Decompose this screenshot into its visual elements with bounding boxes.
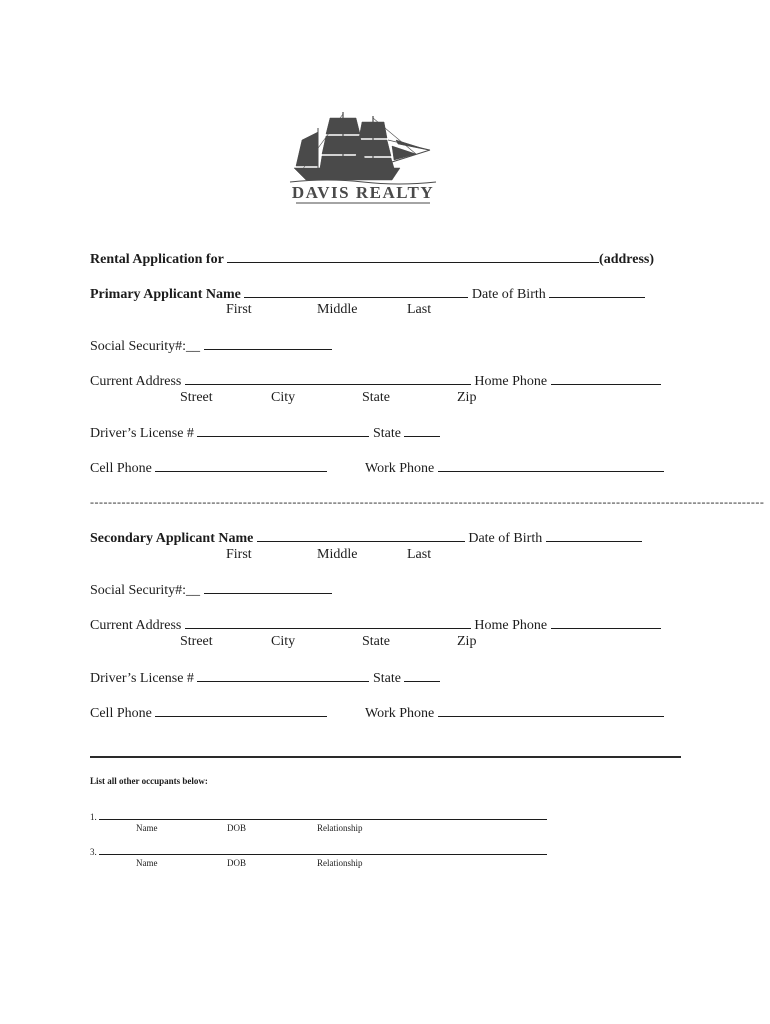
- primary-home-phone-label: Home Phone: [474, 374, 548, 389]
- rental-application-label: Rental Application for: [90, 252, 224, 267]
- secondary-home-phone-field[interactable]: [551, 615, 661, 629]
- secondary-address-label: Current Address: [90, 618, 182, 633]
- rental-address-field[interactable]: [227, 249, 599, 263]
- secondary-address-line: [90, 615, 661, 635]
- primary-cell-label: Cell Phone: [90, 461, 152, 476]
- primary-name-label: Primary Applicant Name: [90, 287, 241, 302]
- primary-state-field[interactable]: [404, 423, 440, 437]
- occupant-dob-sublabel: DOB: [227, 858, 247, 868]
- occupant-number: 3.: [90, 847, 97, 857]
- secondary-work-label: Work Phone: [365, 706, 435, 721]
- primary-state-sublabel: State: [362, 390, 390, 405]
- primary-address-label: Current Address: [90, 374, 182, 389]
- secondary-cell-field[interactable]: [155, 703, 327, 717]
- primary-ssn-line: [90, 336, 332, 356]
- secondary-ssn-line: [90, 580, 332, 600]
- occupants-heading: List all other occupants below:: [90, 776, 208, 786]
- primary-address-line: [90, 371, 661, 391]
- primary-middle-sublabel: Middle: [317, 302, 358, 317]
- secondary-dob-field[interactable]: [546, 528, 642, 542]
- address-suffix: (address): [599, 252, 654, 267]
- primary-work-label: Work Phone: [365, 461, 435, 476]
- occupant-dob-sublabel: DOB: [227, 823, 247, 833]
- primary-city-sublabel: City: [271, 390, 296, 405]
- secondary-cell-line: [90, 703, 327, 723]
- secondary-name-label: Secondary Applicant Name: [90, 531, 254, 546]
- primary-cell-field[interactable]: [155, 458, 327, 472]
- secondary-street-sublabel: Street: [180, 634, 213, 649]
- occupant-relationship-sublabel: Relationship: [317, 823, 363, 833]
- primary-state-label: State: [372, 426, 401, 441]
- secondary-address-field[interactable]: [185, 615, 471, 629]
- logo-brand-text: DAVIS REALTY: [291, 183, 435, 202]
- occupant-row-2: [90, 846, 547, 858]
- sailing-ship-icon: [288, 110, 438, 205]
- primary-license-line: [90, 423, 440, 443]
- secondary-first-sublabel: First: [226, 547, 252, 562]
- primary-license-label: Driver’s License #: [90, 426, 194, 441]
- secondary-state-field[interactable]: [404, 668, 440, 682]
- primary-license-field[interactable]: [197, 423, 369, 437]
- secondary-ssn-label: Social Security#:__: [90, 583, 201, 598]
- secondary-license-label: Driver’s License #: [90, 671, 194, 686]
- occupant-relationship-sublabel: Relationship: [317, 858, 363, 868]
- primary-name-field[interactable]: [244, 284, 468, 298]
- secondary-city-sublabel: City: [271, 634, 296, 649]
- secondary-work-line: [365, 703, 664, 723]
- primary-last-sublabel: Last: [407, 302, 432, 317]
- primary-cell-line: [90, 458, 327, 478]
- section-separator: ------------------------------------------------------------------------------------------------------------------------------------------------------: [90, 495, 765, 509]
- secondary-name-field[interactable]: [257, 528, 465, 542]
- primary-street-sublabel: Street: [180, 390, 213, 405]
- occupant-row-1: [90, 811, 547, 823]
- rental-address-line: [90, 249, 654, 269]
- secondary-middle-sublabel: Middle: [317, 547, 358, 562]
- occupant-number: 1.: [90, 812, 97, 822]
- secondary-home-phone-label: Home Phone: [474, 618, 548, 633]
- secondary-license-line: [90, 668, 440, 688]
- primary-work-field[interactable]: [438, 458, 664, 472]
- primary-ssn-field[interactable]: [204, 336, 332, 350]
- occupant-field[interactable]: [99, 811, 547, 820]
- section-divider: [90, 756, 681, 758]
- secondary-ssn-field[interactable]: [204, 580, 332, 594]
- secondary-state-label: State: [372, 671, 401, 686]
- occupant-name-sublabel: Name: [136, 858, 158, 868]
- davis-realty-logo: [288, 110, 438, 205]
- secondary-dob-label: Date of Birth: [468, 531, 543, 546]
- primary-dob-label: Date of Birth: [471, 287, 546, 302]
- occupant-name-sublabel: Name: [136, 823, 158, 833]
- secondary-cell-label: Cell Phone: [90, 706, 152, 721]
- secondary-state-sublabel: State: [362, 634, 390, 649]
- primary-name-line: [90, 284, 645, 304]
- primary-home-phone-field[interactable]: [551, 371, 661, 385]
- secondary-zip-sublabel: Zip: [457, 634, 477, 649]
- primary-work-line: [365, 458, 664, 478]
- primary-zip-sublabel: Zip: [457, 390, 477, 405]
- secondary-name-line: [90, 528, 642, 548]
- primary-ssn-label: Social Security#:__: [90, 339, 201, 354]
- primary-first-sublabel: First: [226, 302, 252, 317]
- secondary-last-sublabel: Last: [407, 547, 432, 562]
- primary-address-field[interactable]: [185, 371, 471, 385]
- occupant-field[interactable]: [99, 846, 547, 855]
- secondary-license-field[interactable]: [197, 668, 369, 682]
- secondary-work-field[interactable]: [438, 703, 664, 717]
- primary-dob-field[interactable]: [549, 284, 645, 298]
